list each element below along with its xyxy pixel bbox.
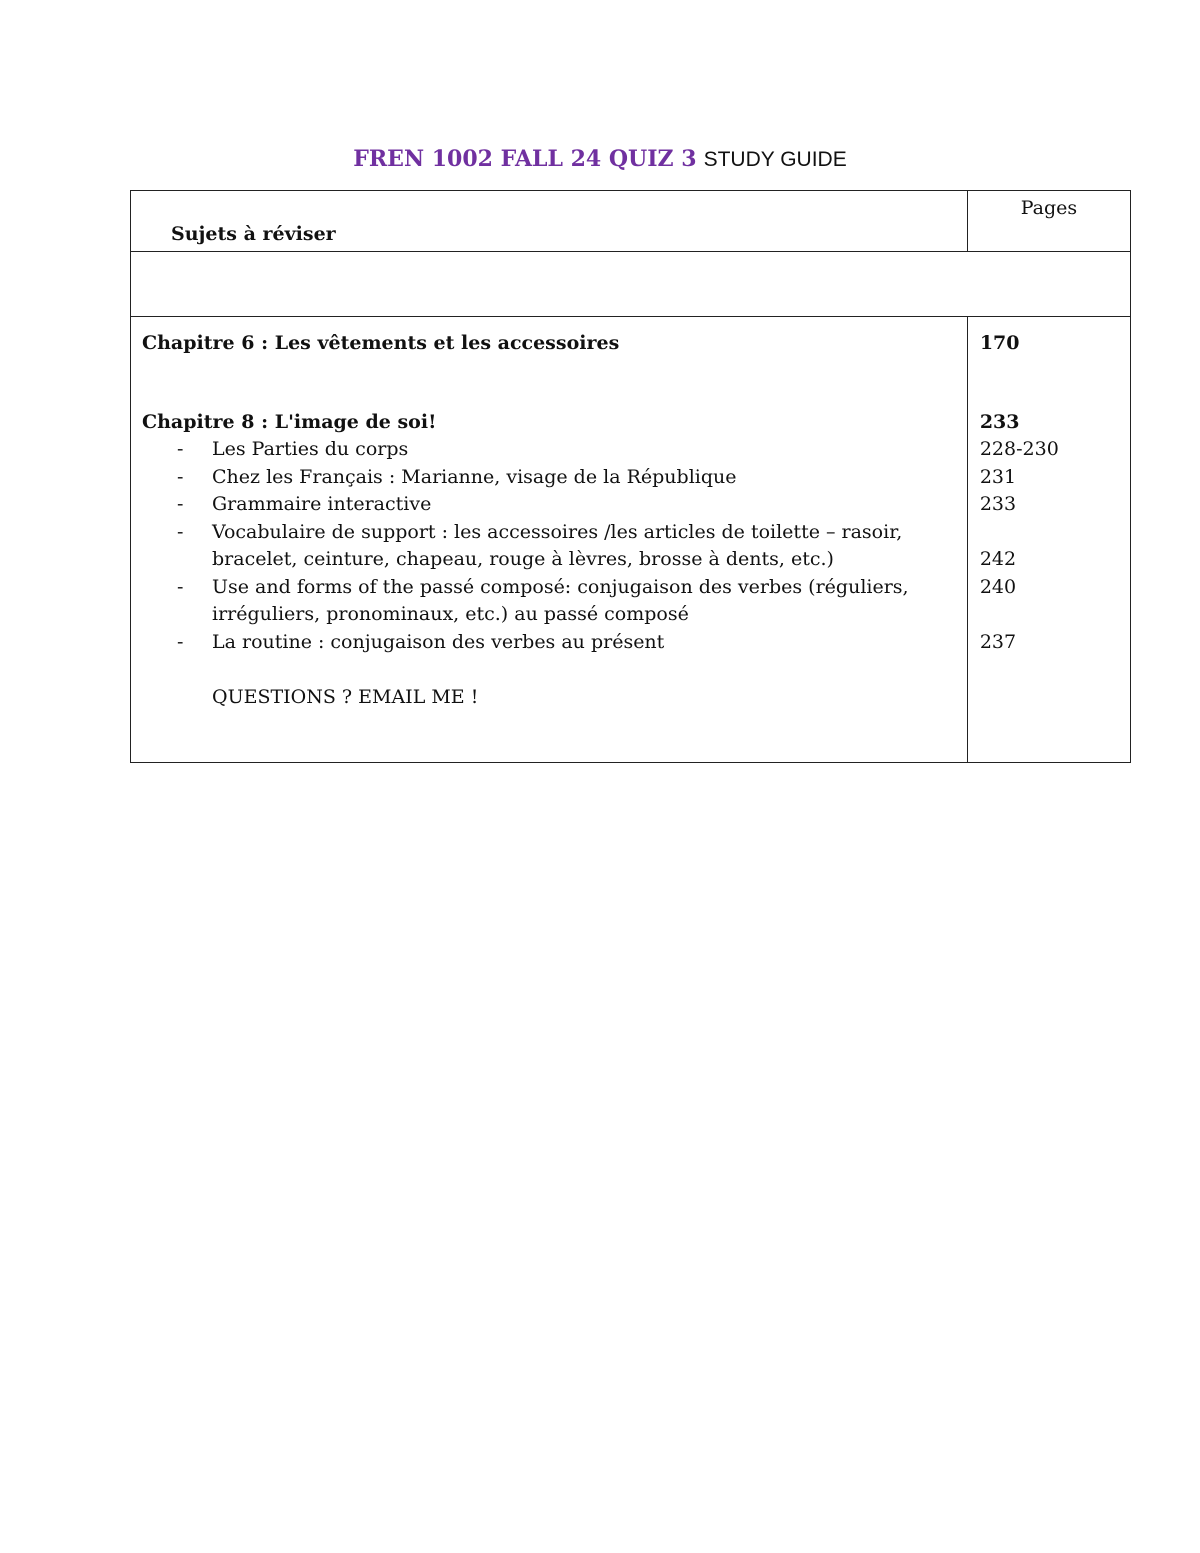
list-item xyxy=(142,464,957,492)
header-topics-cell xyxy=(131,191,968,252)
chapter-8-heading: Chapitre 8 : L'image de soi! xyxy=(142,410,437,433)
bullet-dash: - xyxy=(177,465,184,488)
header-topics-label: Sujets à réviser xyxy=(171,223,336,245)
list-item-text: Vocabulaire de support : les accessoires /les articles de toilette – rasoir, xyxy=(212,520,903,543)
table-empty-row xyxy=(131,252,1131,317)
study-guide-table xyxy=(130,190,1131,763)
page-ref xyxy=(980,601,1130,629)
list-item-text: Grammaire interactive xyxy=(212,493,432,515)
table-content-row xyxy=(131,317,1131,763)
title-subtitle: STUDY GUIDE xyxy=(703,148,847,171)
page-ref: 231 xyxy=(979,465,1017,488)
bullet-dash: - xyxy=(177,438,184,460)
list-item-text: Use and forms of the passé composé: conjugaison des verbes (réguliers, xyxy=(212,575,909,598)
page-ref: 242 xyxy=(979,548,1017,570)
header-pages-label: Pages xyxy=(1020,197,1078,219)
list-item-continuation: bracelet, ceinture, chapeau, rouge à lèvres, brosse à dents, etc.) xyxy=(212,548,834,570)
footer-note: QUESTIONS ? EMAIL ME ! xyxy=(212,685,479,708)
bullet-dash: - xyxy=(177,520,184,543)
list-item xyxy=(142,574,957,602)
page-ref xyxy=(980,519,1130,547)
list-item-continuation: irréguliers, pronominaux, etc.) au passé composé xyxy=(212,603,689,625)
list-item xyxy=(142,491,957,519)
page-ref: 228-230 xyxy=(979,438,1059,460)
list-item-text: La routine : conjugaison des verbes au présent xyxy=(212,630,665,653)
page-title xyxy=(0,144,1200,175)
topics-cell xyxy=(131,317,968,763)
header-pages-cell xyxy=(967,191,1130,252)
list-item-text: Chez les Français : Marianne, visage de la République xyxy=(212,465,737,488)
page-ref: 233 xyxy=(979,493,1017,515)
pages-cell xyxy=(967,317,1130,763)
chapter-6-heading: Chapitre 6 : Les vêtements et les accessoires xyxy=(142,332,620,354)
list-item xyxy=(142,629,957,657)
bullet-dash: - xyxy=(177,575,184,598)
chapter-8-page: 233 xyxy=(979,410,1020,433)
bullet-dash: - xyxy=(177,630,184,653)
title-course: FREN 1002 FALL 24 QUIZ 3 xyxy=(353,146,697,172)
table-header-row xyxy=(131,191,1131,252)
list-item-text: Les Parties du corps xyxy=(212,438,409,460)
chapter-6-page: 170 xyxy=(979,332,1020,354)
list-item xyxy=(142,436,957,464)
bullet-dash: - xyxy=(177,493,184,515)
empty-cell xyxy=(131,252,1131,317)
page-ref: 237 xyxy=(979,630,1017,653)
list-item xyxy=(142,519,957,547)
page-ref: 240 xyxy=(979,575,1017,598)
